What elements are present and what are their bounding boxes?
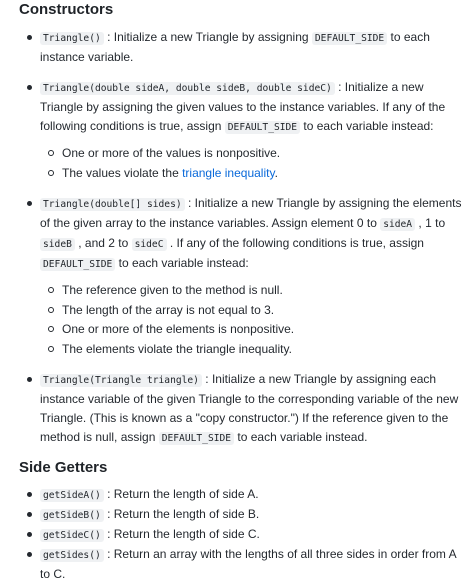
code-array-constructor: Triangle(double[] sides) [40,198,185,211]
code-default-constructor: Triangle() [40,32,104,45]
condition-item: The reference given to the method is null. [40,281,462,301]
code-get-side-c: getSideC() [40,529,104,542]
list-item-get-side-b [19,505,462,525]
code-side-c: sideC [132,238,167,251]
get-sides-desc: : Return an array with the lengths of all three sides in order from A to C. [40,547,456,581]
code-side-a: sideA [380,218,415,231]
side-getters-heading: Side Getters [19,459,108,476]
condition-item: One or more of the elements is nonpositive. [40,320,462,340]
condition-period: . [274,165,278,180]
side-getters-list [19,485,462,584]
constructors-list [19,28,462,448]
array-constructor-desc-b: , and 2 to [74,236,132,250]
condition-text: The values violate the [62,165,183,180]
condition-item: The elements violate the triangle inequality. [40,340,462,360]
condition-item [40,164,462,184]
condition-item: The length of the array is not equal to 3. [40,301,462,321]
code-default-side: DEFAULT_SIDE [159,432,234,445]
code-default-side: DEFAULT_SIDE [225,121,300,134]
array-constructor-desc-end: to each variable instead: [115,256,249,270]
triangle-inequality-link[interactable]: triangle inequality [182,165,275,180]
code-default-side: DEFAULT_SIDE [40,258,115,271]
list-item-get-side-c [19,525,462,545]
get-side-a-desc: : Return the length of side A. [103,487,259,501]
array-constructor-desc-a: , 1 to [415,216,446,230]
code-default-side: DEFAULT_SIDE [312,32,387,45]
code-copy-constructor: Triangle(Triangle triangle) [40,374,202,387]
copy-constructor-desc: : Initialize a new Triangle by assigning each instance variable of the given Triangle to the corresponding variable of the new Triangle. (This is known as a "copy constructor.") If the reference given to the method is null, assign [40,372,459,444]
get-side-b-desc: : Return the length of side B. [103,507,260,521]
code-get-side-b: getSideB() [40,509,104,522]
get-side-c-desc: : Return the length of side C. [103,527,260,541]
list-item-three-sides-constructor [19,78,462,183]
three-sides-constructor-desc-end: to each variable instead: [300,119,434,133]
code-side-b: sideB [40,238,75,251]
array-conditions-list [40,281,462,359]
three-sides-constructor-desc: : Initialize a new Triangle by assigning the given values to the instance variables. If any of the following conditions is true, assign [40,80,446,133]
list-item-get-sides [19,545,462,584]
default-constructor-desc: : Initialize a new Triangle by assigning [103,30,312,44]
default-constructor-desc-end: to each instance variable. [40,30,430,64]
list-item-default-constructor [19,28,462,67]
list-item-array-constructor [19,194,462,359]
array-constructor-desc: : Initialize a new Triangle by assigning the elements of the given array to the instance variables. Assign element 0 to [40,196,462,230]
code-get-sides: getSides() [40,549,104,562]
three-sides-conditions-list [40,144,462,183]
list-item-copy-constructor [19,370,462,448]
array-constructor-desc-c: . If any of the following conditions is true, assign [166,236,424,250]
list-item-get-side-a [19,485,462,505]
copy-constructor-desc-end: to each variable instead. [234,430,368,444]
condition-item: One or more of the values is nonpositive. [40,144,462,164]
code-get-side-a: getSideA() [40,489,104,502]
constructors-heading: Constructors [19,1,114,18]
code-three-sides-constructor: Triangle(double sideA, double sideB, double sideC) [40,82,335,95]
